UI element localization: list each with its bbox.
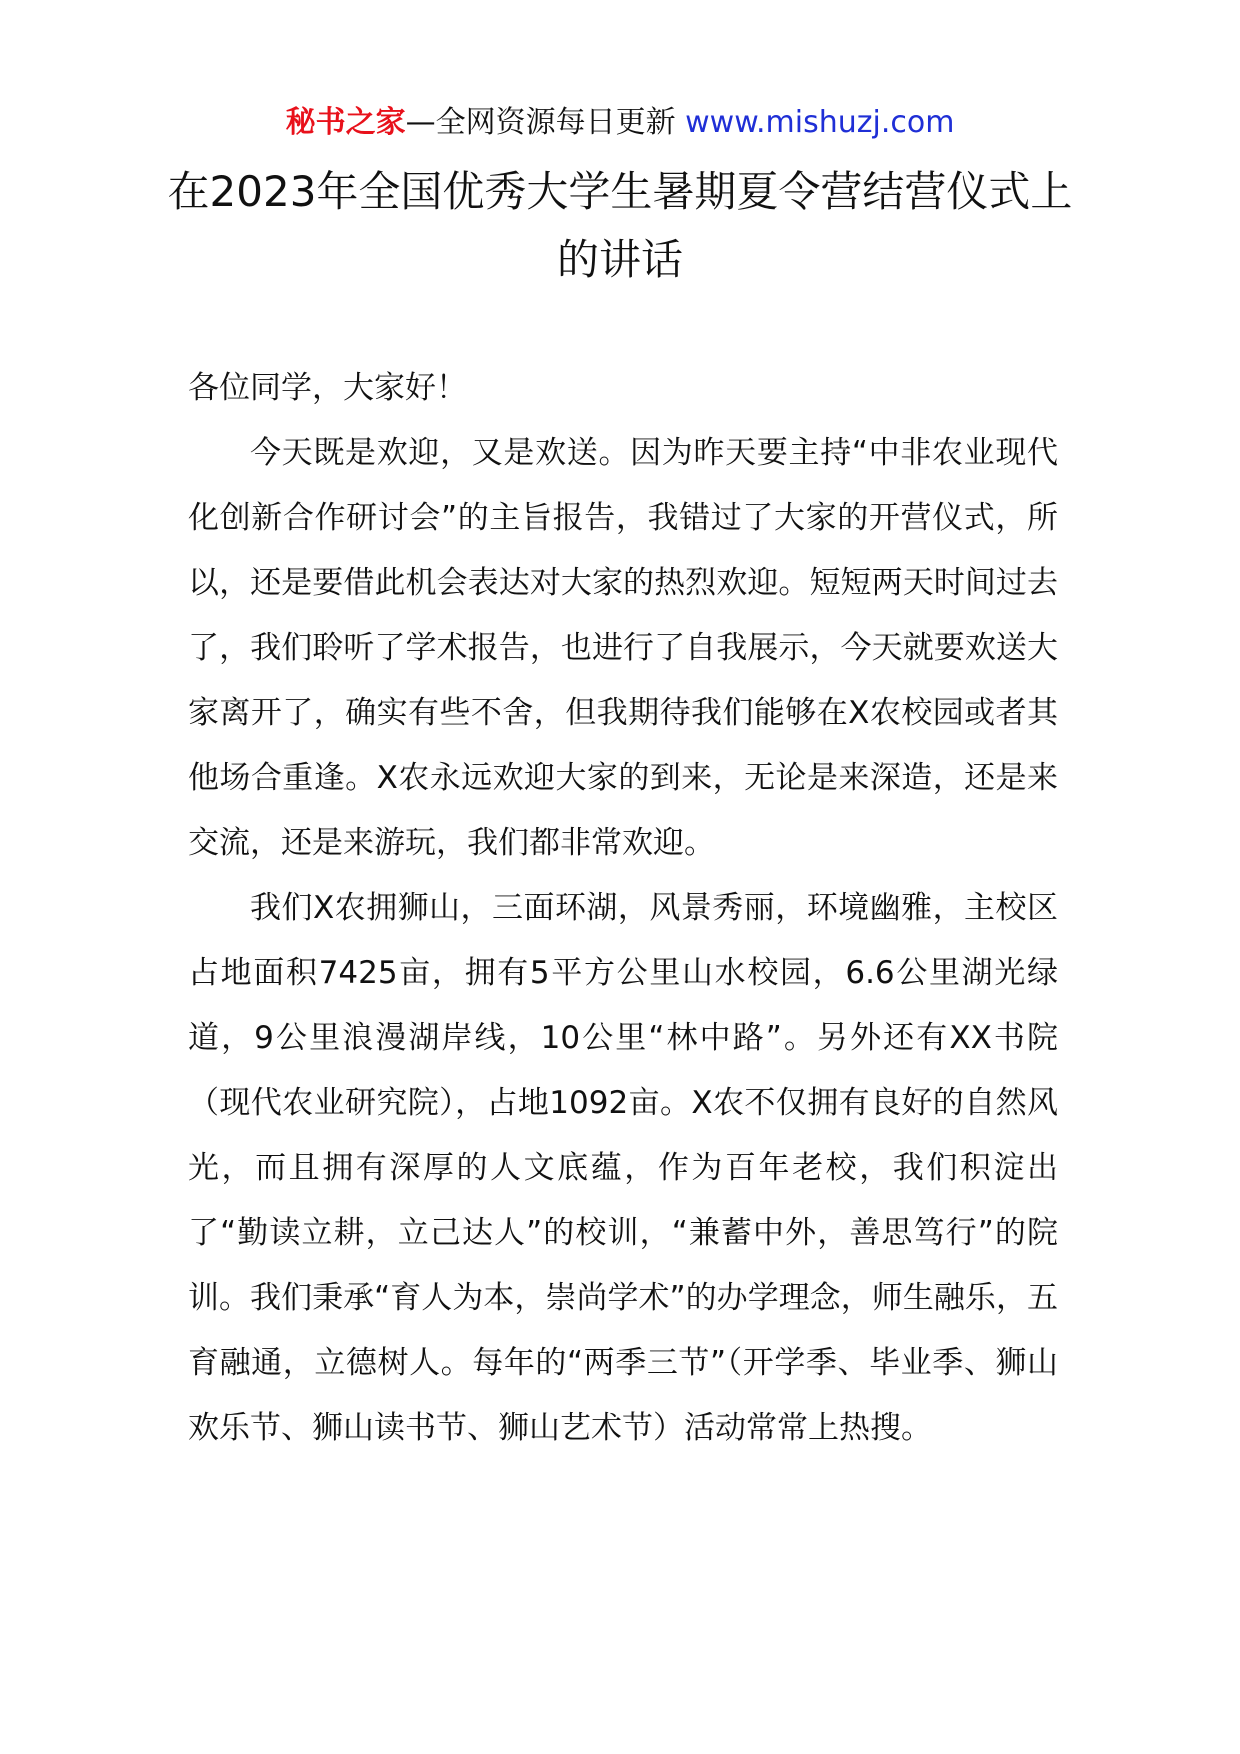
paragraph-2: 我们X农拥狮山，三面环湖，风景秀丽，环境幽雅，主校区占地面积7425亩，拥有5平方公里山水校园，6.6公里湖光绿道，9公里浪漫湖岸线，10公里“林中路”。另外还有XX书院（现代农业研究院），占地1092亩。X农不仅拥有良好的自然风光，而且拥有深厚的人文底蕴，作为百年老校，我们积淀出了“勤读立耕，立己达人”的校训，“兼蓄中外，善思笃行”的院训。我们秉承“育人为本，崇尚学术”的办学理念，师生融乐，五育融通，立德树人。每年的“两季三节”（开学季、毕业季、狮山欢乐节、狮山读书节、狮山艺术节）活动常常上热搜。 — [188, 890, 1058, 1446]
document-title: 在2023年全国优秀大学生暑期夏令营结营仪式上的讲话 — [167, 167, 1073, 284]
site-url-link[interactable]: www.mishuzj.com — [685, 105, 955, 140]
paragraph-1: 今天既是欢迎，又是欢送。因为昨天要主持“中非农业现代化创新合作研讨会”的主旨报告，我错过了大家的开营仪式，所以，还是要借此机会表达对大家的热烈欢迎。短短两天时间过去了，我们聆听了学术报告，也进行了自我展示，今天就要欢送大家离开了，确实有些不舍，但我期待我们能够在X农校园或者其他场合重逢。X农永远欢迎大家的到来，无论是来深造，还是来交流，还是来游玩，我们都非常欢迎。 — [188, 435, 1058, 861]
document-body — [188, 356, 1058, 1461]
site-header — [0, 100, 1240, 146]
header-slogan: —全网资源每日更新 — [405, 105, 676, 140]
brand-name: 秘书之家 — [285, 105, 406, 140]
greeting-line: 各位同学，大家好！ — [188, 370, 467, 406]
